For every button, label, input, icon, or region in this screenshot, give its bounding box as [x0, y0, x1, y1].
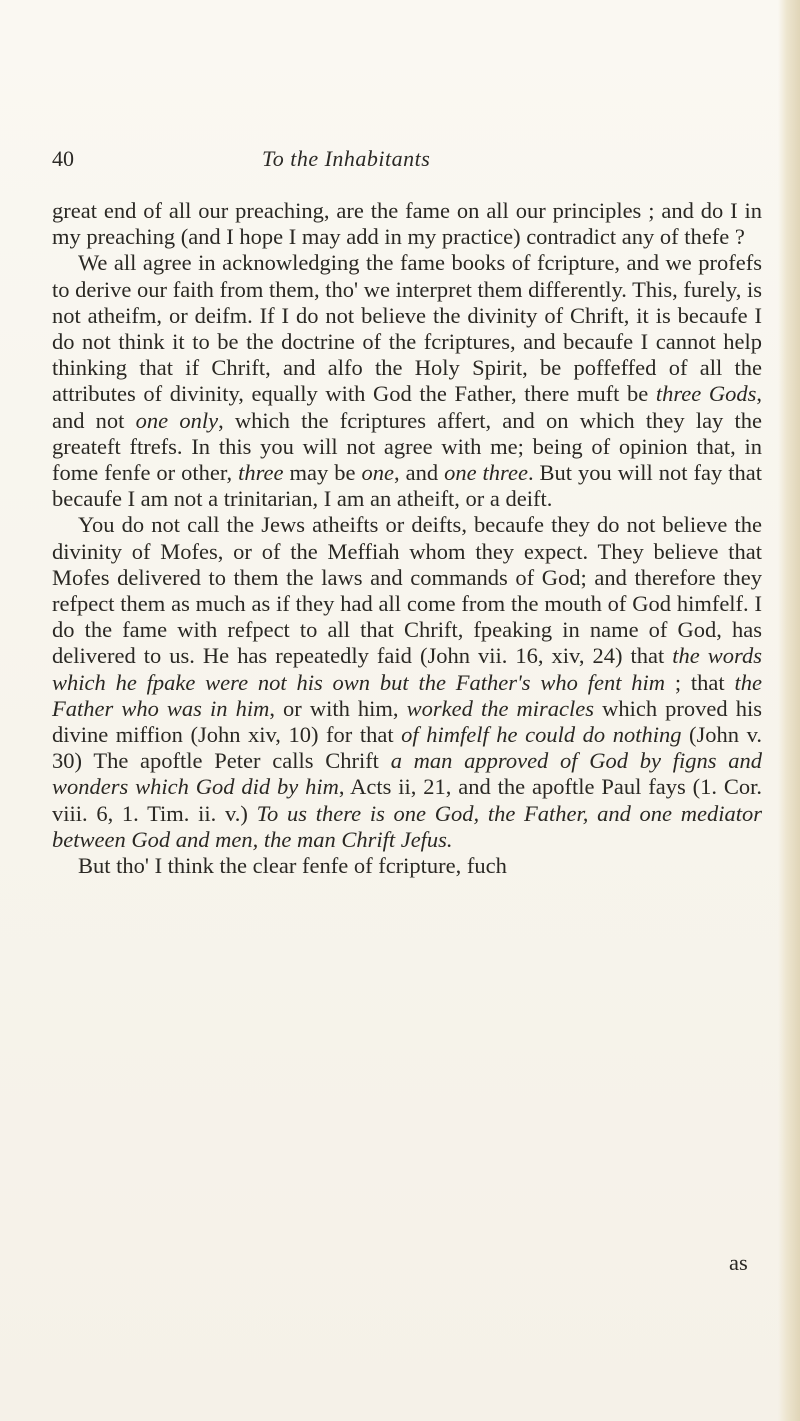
text-run: , and: [393, 460, 445, 486]
italic-text: To us there is one God, the Father, and one mediator between God and men, the man Chrift Jefus.: [52, 800, 762, 852]
text-run: But tho' I think the clear fenfe of fcripture, fuch: [78, 853, 507, 879]
text-run: may be: [283, 460, 362, 486]
italic-text: three Gods: [655, 381, 757, 407]
italic-text: one three: [444, 460, 528, 486]
text-run: , Acts ii, 21, and the apoftle Paul fays (1. Cor. viii. 6, 1. Tim. ii. v.): [52, 774, 762, 826]
text-run: , and not: [52, 381, 762, 433]
paragraph: [52, 250, 762, 512]
body-text: [52, 198, 762, 879]
text-run: (John v. 30) The apoftle Peter calls Chrift: [52, 722, 762, 774]
text-run: great end of all our preaching, are the fame on all our principles ; and do I in my preaching (and I hope I may add in my practice) contradict any of thefe ?: [52, 198, 762, 250]
paragraph: [52, 512, 762, 853]
italic-text: the words which he fpake were not his own but the Father's who fent him: [52, 643, 762, 695]
italic-text: one only: [135, 407, 219, 433]
italic-text: worked the miracles: [406, 695, 595, 721]
italic-text: of himfelf he could do nothing: [401, 722, 682, 748]
text-run: , or with him,: [269, 695, 407, 721]
page-edge-shading: [778, 0, 800, 1421]
text-run: which proved his divine miffion (John xiv, 10) for that: [52, 695, 762, 748]
text-run: We all agree in acknowledging the fame books of fcripture, and we profefs to derive our faith from them, tho' we interpret them differently. This, furely, is not atheifm, or deifm. If I do not believe the divinity of Chrift, it is becaufe I do not think it to be the doctrine of the fcriptures, and becaufe I cannot help thinking that if Chrift, and alfo the Holy Spirit, be poffeffed of all the attributes of divinity, equally with God the Father, there muft be: [52, 250, 762, 407]
italic-text: one: [361, 460, 394, 486]
catchword: as: [729, 1250, 748, 1275]
text-run: , which the fcriptures affert, and on which they lay the greateft ftrefs. In this you will not agree with me; being of opinion that, in fome fenfe or other,: [52, 407, 762, 486]
running-title: To the Inhabitants: [262, 146, 431, 171]
paragraph: [52, 853, 762, 879]
page-number: 40: [52, 146, 74, 171]
page-header: [52, 146, 762, 176]
text-run: You do not call the Jews atheifts or deifts, becaufe they do not believe the divinity of Mofes, or of the Meffiah whom they expect. They believe that Mofes delivered to them the laws and commands of God; and therefore they refpect them as much as if they had all come from the mouth of God himfelf. I do the fame with refpect to all that Chrift, fpeaking in name of God, has delivered to us. He has repeatedly faid (John vii. 16, xiv, 24) that: [52, 512, 762, 669]
paragraph: [52, 198, 762, 250]
italic-text: a man approved of God by figns and wonders which God did by him: [52, 748, 762, 800]
italic-text: three: [238, 460, 284, 486]
text-run: . But you will not fay that becaufe I am not a trinitarian, I am an atheift, or a deift.: [52, 460, 762, 512]
text-run: ; that: [665, 669, 735, 695]
italic-text: the Father who was in him: [52, 669, 762, 721]
